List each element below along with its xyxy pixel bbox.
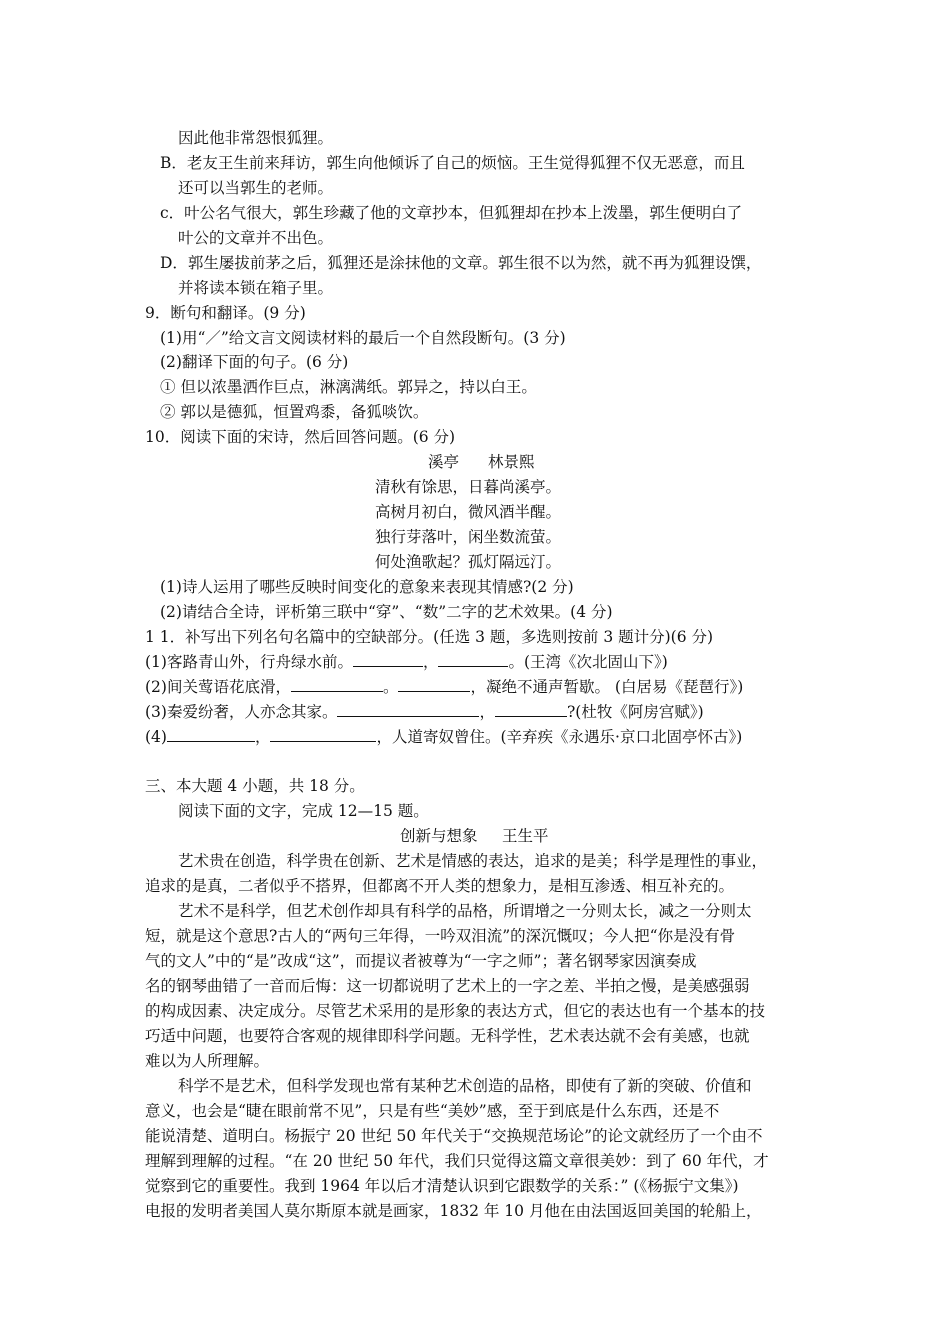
essay-line-1: 艺术贵在创造，科学贵在创新、艺术是情感的表达，追求的是美；科学是理性的事业， <box>178 852 768 870</box>
q11-item2-suffix: ，凝绝不通声暂歇。 (白居易《琵琶行》) <box>470 678 744 696</box>
essay-line-14: 觉察到它的重要性。我到 1964 年以后才清楚认识到它跟数学的关系：” (《杨振宁文集》) <box>145 1177 739 1195</box>
essay-line-3: 艺术不是科学，但艺术创作却具有科学的品格，所谓增之一分则太长，减之一分则太 <box>178 902 752 920</box>
poem-author: 林景熙 <box>488 453 535 471</box>
essay-line-11: 意义，也会是“睫在眼前常不见”，只是有些“美妙”感，至于到底是什么东西，还是不 <box>145 1102 720 1120</box>
poem-line-4: 何处渔歌起？孤灯隔远汀。 <box>375 553 562 571</box>
essay-line-7: 的构成因素、决定成分。尽管艺术采用的是形象的表达方式，但它的表达也有一个基本的技 <box>145 1002 766 1020</box>
q11-item1-blank1 <box>353 652 423 667</box>
poem-title: 溪亭 <box>428 453 460 471</box>
q8-option-a-tail: 因此他非常怨恨狐狸。 <box>178 129 334 147</box>
q11-item3-suffix: ?(杜牧《阿房宫赋》) <box>566 703 704 721</box>
q11-item2-blank2 <box>398 677 470 692</box>
poem-line-3: 独行芽落叶，闲坐数流萤。 <box>375 528 562 546</box>
q8-option-d-line1: D．郭生屡拔前茅之后，狐狸还是涂抹他的文章。郭生很不以为然，就不再为狐狸设馔， <box>160 254 762 272</box>
q11-item1-prefix: (1)客路青山外，行舟绿水前。 <box>145 653 353 671</box>
q9-sentence1: ① 但以浓墨洒作巨点，淋漓满纸。郭异之，持以白王。 <box>160 378 537 396</box>
q11-item2-separator: 。 <box>382 678 399 696</box>
q11-item4-suffix: ，人道寄奴曾住。(辛弃疾《永遇乐·京口北固亭怀古》) <box>376 728 743 746</box>
q11-item1 <box>145 652 668 672</box>
poem-line-2: 高树月初白，微风酒半醒。 <box>375 503 562 521</box>
essay-line-6: 名的钢琴曲错了一音而后悔：这一切都说明了艺术上的一字之差、半拍之慢，是美感强弱 <box>145 977 750 995</box>
q8-option-c-line2: 叶公的文章并不出色。 <box>178 229 334 247</box>
essay-line-15: 电报的发明者美国人莫尔斯原本就是画家，1832 年 10 月他在由法国返回美国的轮船上， <box>145 1202 762 1220</box>
q11-item3-blank1 <box>337 702 479 717</box>
essay-author: 王生平 <box>502 827 549 845</box>
q11-item4 <box>145 727 742 747</box>
q11-item1-separator: ， <box>422 653 439 671</box>
essay-line-12: 能说清楚、道明白。杨振宁 20 世纪 50 年代关于“交换规范场论”的论文就经历了一个由不 <box>145 1127 763 1145</box>
essay-line-13: 理解到理解的过程。“在 20 世纪 50 年代，我们只觉得这篇文章很美妙：到了 60 年代，才 <box>145 1152 769 1170</box>
q8-option-c-line1: c．叶公名气很大，郭生珍藏了他的文章抄本，但狐狸却在抄本上泼墨，郭生便明白了 <box>160 204 743 222</box>
essay-line-8: 巧适中问题，也要符合客观的规律即科学问题。无科学性，艺术表达就不会有美感，也就 <box>145 1027 750 1045</box>
q11-item4-prefix: (4) <box>145 728 167 746</box>
q11-item3-prefix: (3)秦爱纷奢，人亦念其家。 <box>145 703 338 721</box>
q11-item4-blank1 <box>167 727 255 742</box>
section3-heading: 三、本大题 4 小题，共 18 分。 <box>145 777 365 795</box>
q11-item1-suffix: 。(王湾《次北固山下》) <box>508 653 668 671</box>
essay-line-9: 难以为人所理解。 <box>145 1052 270 1070</box>
q11-item3 <box>145 702 704 722</box>
essay-line-10: 科学不是艺术，但科学发现也常有某种艺术创造的品格，即使有了新的突破、价值和 <box>178 1077 752 1095</box>
q11-item4-blank2 <box>270 727 376 742</box>
q9-part2: (2)翻译下面的句子。(6 分) <box>160 353 349 371</box>
q9-title: 9．断句和翻译。(9 分) <box>145 304 306 322</box>
essay-line-5: 气的文人”中的“是”改成“这”，而提议者被尊为“一字之师”；著名钢琴家因演奏成 <box>145 952 697 970</box>
q11-title: 1 1．补写出下列名句名篇中的空缺部分。(任选 3 题，多选则按前 3 题计分)(6 分) <box>145 628 714 646</box>
q11-item2 <box>145 677 743 697</box>
q11-item1-blank2 <box>438 652 508 667</box>
q11-item3-blank2 <box>495 702 567 717</box>
q11-item2-blank1 <box>291 677 383 692</box>
q11-item3-separator: ， <box>479 703 495 721</box>
q8-option-b-line1: B．老友王生前来拜访，郭生向他倾诉了自己的烦恼。王生觉得狐狸不仅无恶意，而且 <box>160 154 745 172</box>
essay-line-2: 追求的是真，二者似乎不搭界，但都离不开人类的想象力，是相互渗透、相互补充的。 <box>145 877 735 895</box>
q8-option-d-line2: 并将读本锁在箱子里。 <box>178 279 334 297</box>
essay-title: 创新与想象 <box>400 827 478 845</box>
q8-option-b-line2: 还可以当郭生的老师。 <box>178 179 334 197</box>
q10-question2: (2)请结合全诗，评析第三联中“穿”、“数”二字的艺术效果。(4 分) <box>160 603 613 621</box>
poem-line-1: 清秋有馀思，日暮尚溪亭。 <box>375 478 562 496</box>
q9-sentence2: ② 郭以是德狐，恒置鸡黍，备狐啖饮。 <box>160 403 429 421</box>
q10-question1: (1)诗人运用了哪些反映时间变化的意象来表现其情感?(2 分) <box>160 578 574 596</box>
essay-line-4: 短，就是这个意思?古人的“两句三年得，一吟双泪流”的深沉慨叹；今人把“你是没有骨 <box>145 927 736 945</box>
q10-title: 10．阅读下面的宋诗，然后回答问题。(6 分) <box>145 428 456 446</box>
q11-item2-prefix: (2)间关莺语花底滑， <box>145 678 291 696</box>
section3-instruction: 阅读下面的文字，完成 12—15 题。 <box>178 802 429 820</box>
q11-item4-separator: ， <box>254 728 271 746</box>
q9-part1: (1)用“／”给文言文阅读材料的最后一个自然段断句。(3 分) <box>160 329 566 347</box>
